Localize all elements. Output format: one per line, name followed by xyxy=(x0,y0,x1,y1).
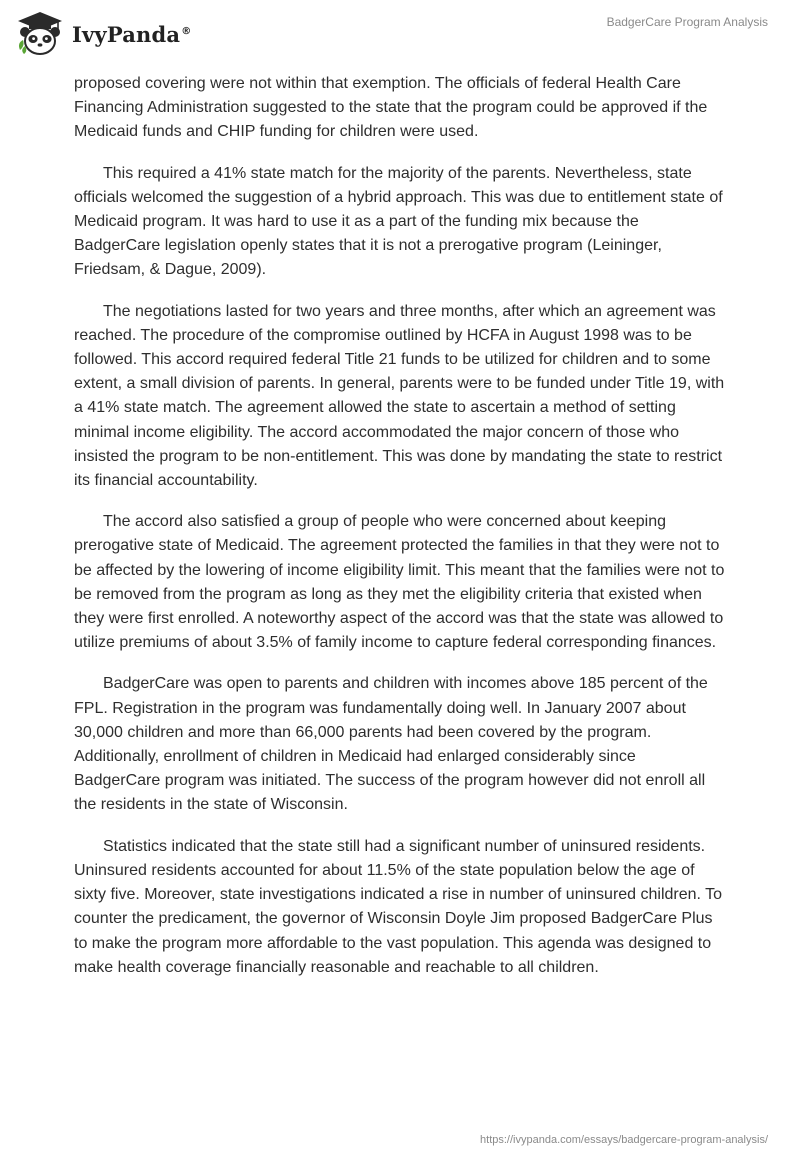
paragraph-4: The accord also satisfied a group of people who were concerned about keeping prerogative state of Medicaid. The agreement protected the families in that they were not to be affected by the lowering of income eligibility limit. This meant that the families were not to be removed from the program as long as they met the eligibility criteria that existed when they were first enrolled. A noteworthy aspect of the accord was that the state was allowed to utilize premiums of about 3.5% of family income to capture federal corresponding finances. xyxy=(74,513,725,652)
paragraph-2: This required a 41% state match for the majority of the parents. Nevertheless, state officials welcomed the suggestion of a hybrid approach. This was due to entitlement state of Medicaid program. It was hard to use it as a part of the funding mix because the BadgerCare legislation openly states that it is not a prerogative program (Leininger, Friedsam, & Dague, 2009). xyxy=(74,164,723,279)
paragraph-1: proposed covering were not within that exemption. The officials of federal Health Care Financing Administration suggested to the state that the program could be approved if the Medicaid funds and CHIP funding for children were used. xyxy=(74,75,708,141)
paragraph-5: BadgerCare was open to parents and children with incomes above 185 percent of the FPL. Registration in the program was fundamentally doing well. In January 2007 about 30,000 children and more than 66,000 parents had been covered by the program. Additionally, enrollment of children in Medicaid had enlarged considerably since BadgerCare program was initiated. The success of the program however did not enroll all the residents in the state of Wisconsin. xyxy=(74,675,708,814)
panda-graduate-icon xyxy=(14,10,66,58)
ivypanda-logo[interactable] xyxy=(14,10,191,58)
registered-mark: ® xyxy=(181,25,192,37)
brand-name xyxy=(72,22,191,47)
source-url[interactable]: https://ivypanda.com/essays/badgercare-program-analysis/ xyxy=(480,1134,768,1146)
page-header xyxy=(0,0,800,64)
brand-name-text: IvyPanda xyxy=(72,21,181,47)
paragraph-3: The negotiations lasted for two years and three months, after which an agreement was reached. The procedure of the compromise outlined by HCFA in August 1998 was to be followed. This accord required federal Title 21 funds to be utilized for children and to some extent, a small division of parents. In general, parents were to be funded under Title 19, with a 41% state match. The agreement allowed the state to ascertain a method of setting minimal income eligibility. The accord accommodated the major concern of those who insisted the program to be non-entitlement. This was done by mandating the state to restrict its financial accountability. xyxy=(74,302,725,490)
document-title: BadgerCare Program Analysis xyxy=(606,15,768,29)
paragraph-6: Statistics indicated that the state still had a significant number of uninsured residents. Uninsured residents accounted for about 11.5% of the state population below the age of sixty five. Moreover, state investigations indicated a rise in number of uninsured children. To counter the predicament, the governor of Wisconsin Doyle Jim proposed BadgerCare Plus to make the program more affordable to the vast population. This agenda was designed to make health coverage financially reasonable and reachable to all children. xyxy=(74,837,723,976)
essay-body xyxy=(74,72,726,997)
